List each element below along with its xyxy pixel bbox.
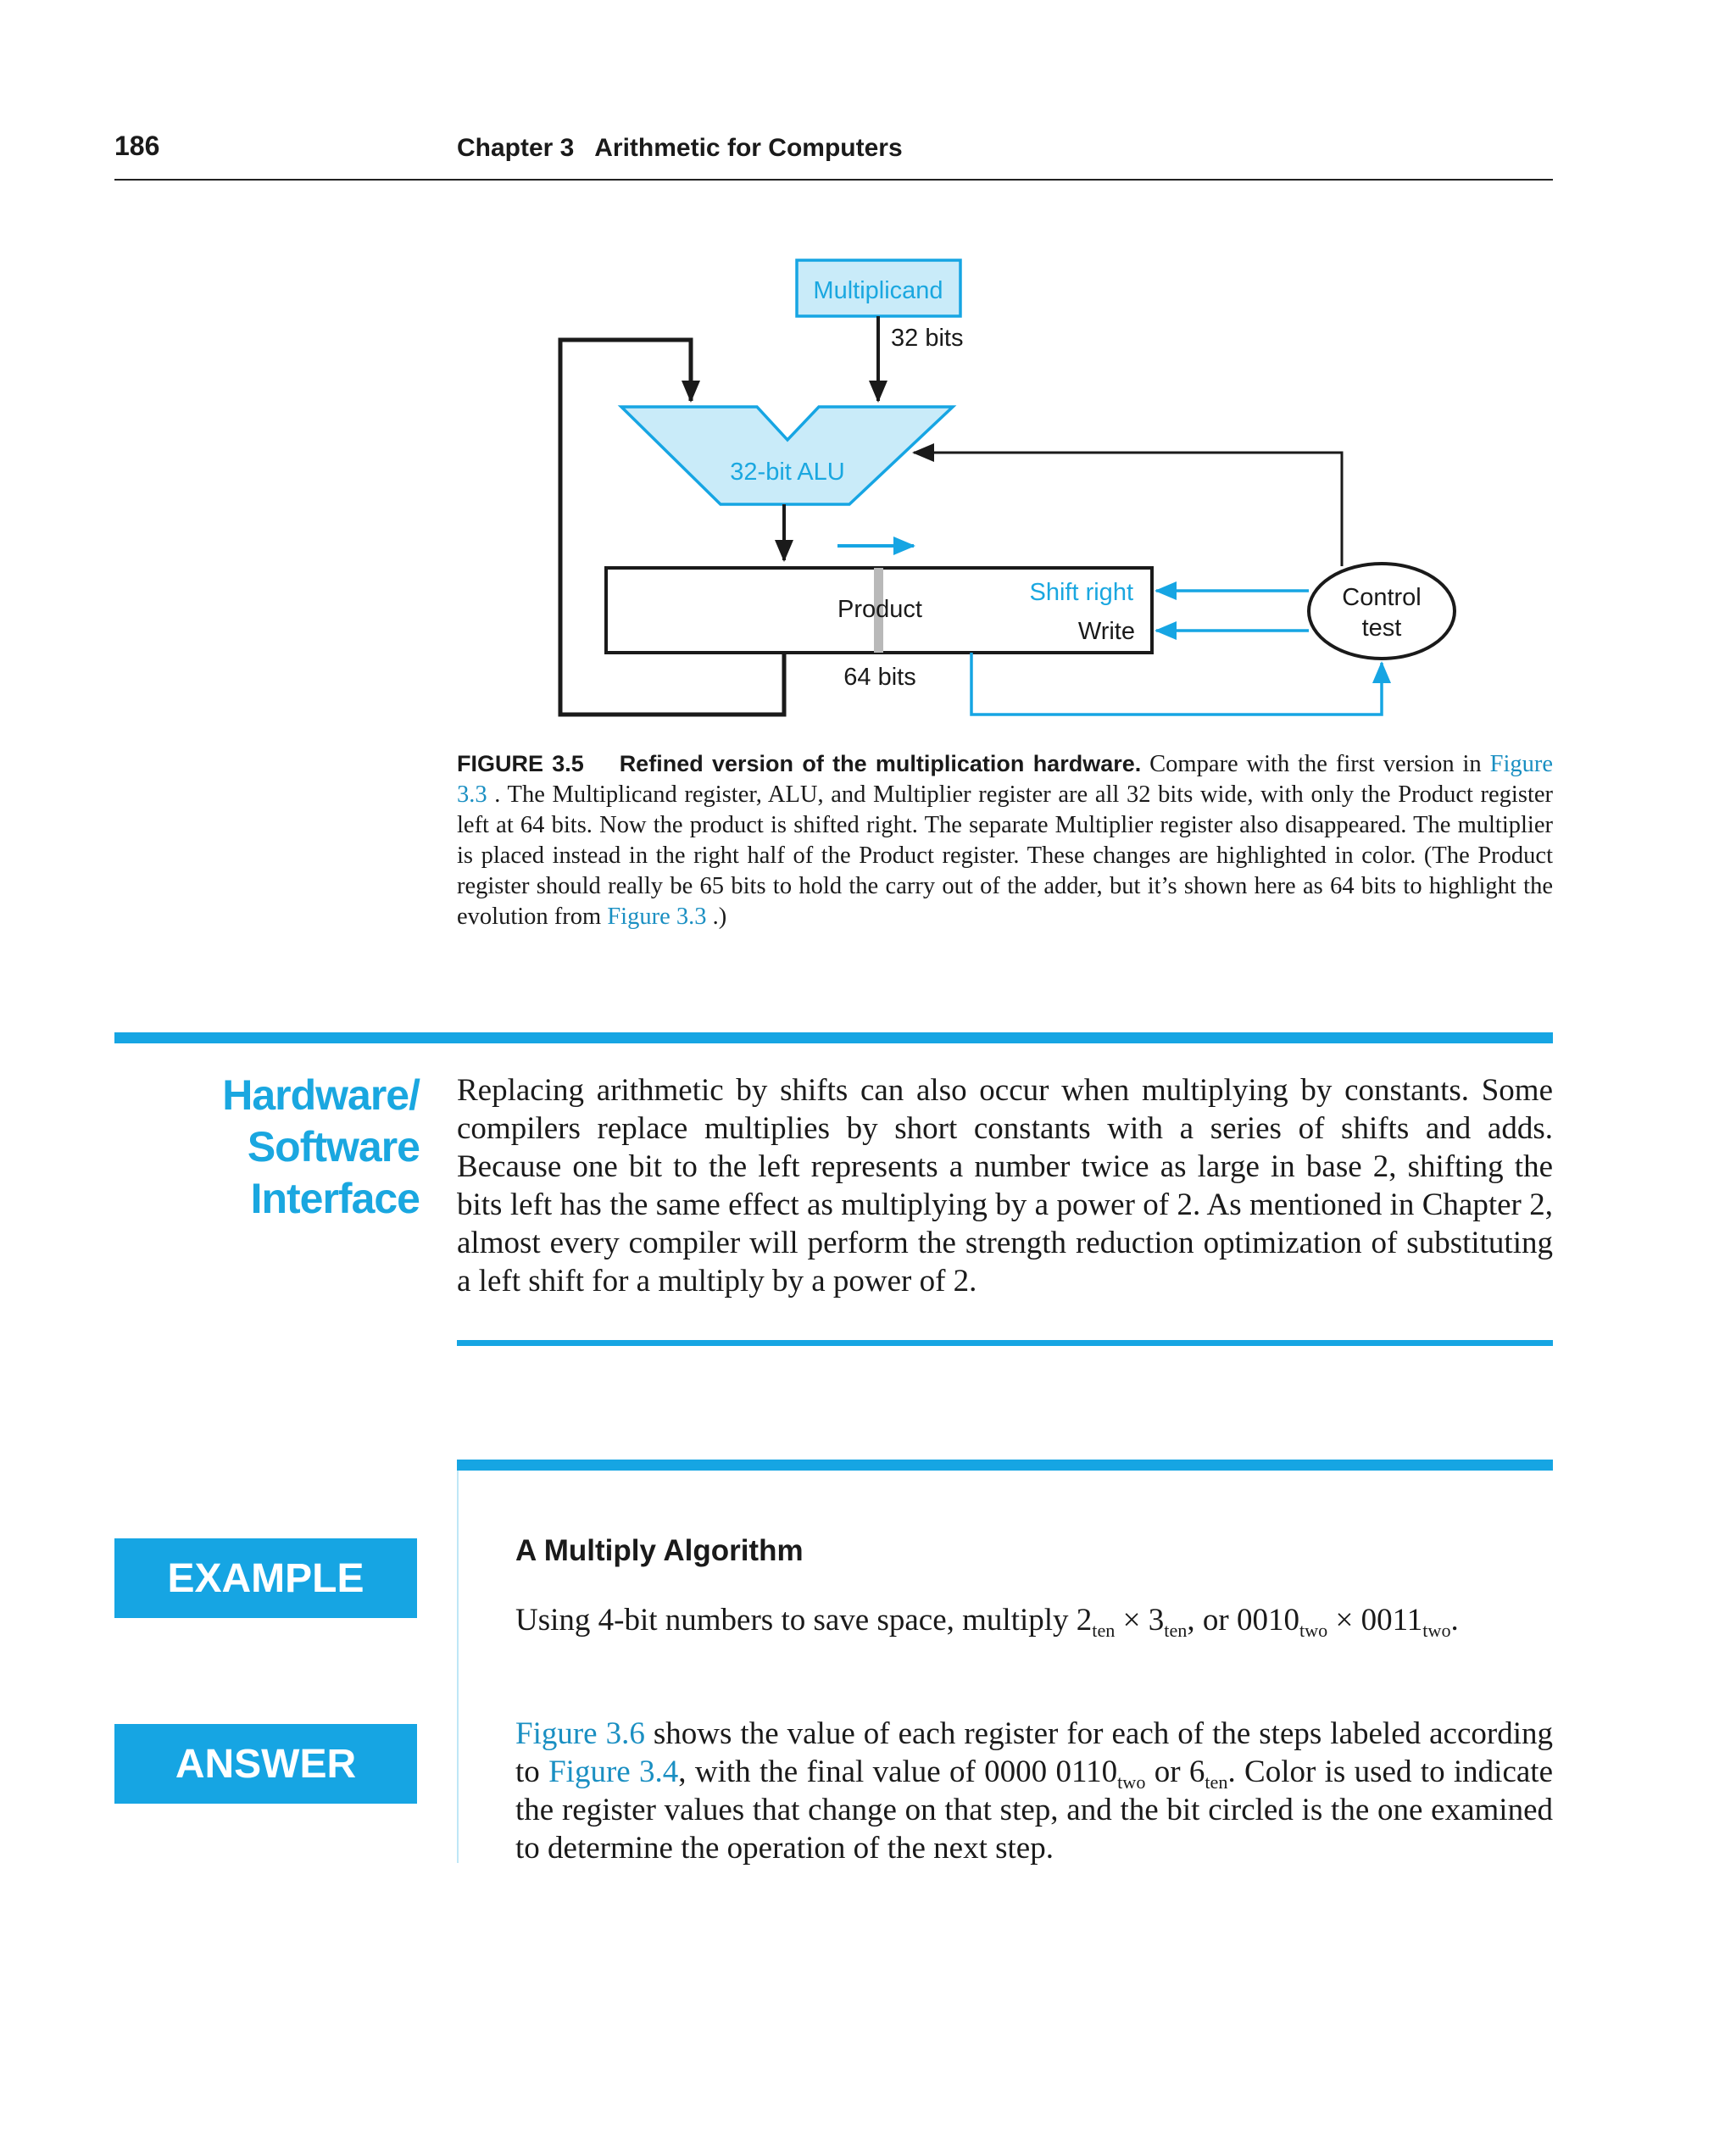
figure-3-6-link[interactable]: Figure 3.6 <box>515 1716 645 1751</box>
control-label-line2: test <box>1361 614 1402 642</box>
multiplicand-width-label: 32 bits <box>891 325 964 352</box>
alu <box>621 407 953 504</box>
subscript: ten <box>1205 1771 1228 1793</box>
example-body <box>515 1601 1553 1639</box>
subscript: two <box>1422 1619 1451 1641</box>
product-lsb-to-control-line <box>971 653 1382 715</box>
answer-tag: ANSWER <box>114 1724 417 1804</box>
answer-text: shows the value of each register for each of the steps labeled according to <box>515 1716 1553 1789</box>
product-register <box>606 568 1152 653</box>
product-label: Product <box>837 596 922 623</box>
answer-body <box>515 1715 1553 1867</box>
answer-text: , with the final value of 0000 0110 <box>678 1755 1118 1789</box>
hsi-heading-line: Hardware/ <box>222 1071 420 1119</box>
example-text: . <box>1450 1603 1459 1638</box>
example-title: A Multiply Algorithm <box>515 1534 804 1567</box>
multiplication-hardware-diagram <box>0 0 1736 746</box>
caption-text: .) <box>712 904 727 930</box>
subscript: two <box>1117 1771 1146 1793</box>
subscript: ten <box>1164 1619 1188 1641</box>
subscript: ten <box>1092 1619 1116 1641</box>
control-label-line1: Control <box>1342 584 1422 611</box>
caption-text: Compare with the first version in <box>1149 751 1490 777</box>
answer-text: . Color is used to indicate the register values that change on that step, and the bit circled is the one examined to determine the operation of the next step. <box>515 1755 1553 1866</box>
multiplicand-register <box>797 260 960 316</box>
hsi-top-bar <box>114 1032 1553 1043</box>
figure-3-3-link[interactable]: Figure 3.3 <box>607 904 707 930</box>
example-tag: EXAMPLE <box>114 1538 417 1618</box>
hsi-body: Replacing arithmetic by shifts can also occur when multiplying by constants. Some compilers replace multiplies by short constants with a series of shifts and adds. Because one bit to the left represents a number twice as large in base 2, shifting the bits left has the same effect as multiplying by a power of 2. As mentioned in Chapter 2, almost every compiler will perform the strength reduction optimization of substituting a left shift for a multiply by a power of 2. <box>457 1073 1553 1299</box>
product-width-label: 64 bits <box>843 664 916 691</box>
figure-title: Refined version of the multiplication hardware. <box>619 751 1142 776</box>
hsi-bottom-bar <box>457 1340 1553 1346</box>
subscript: two <box>1299 1619 1328 1641</box>
hsi-heading <box>114 1070 420 1225</box>
write-label: Write <box>1077 618 1135 645</box>
answer-text: or 6 <box>1145 1755 1205 1789</box>
hsi-heading-line: Interface <box>250 1175 420 1222</box>
control-test <box>1309 564 1455 659</box>
running-head: Chapter 3 Arithmetic for Computers <box>457 134 903 162</box>
figure-caption <box>457 748 1553 932</box>
figure-3-4-link[interactable]: Figure 3.4 <box>548 1755 679 1789</box>
caption-text: . The Multiplicand register, ALU, and Multiplier register are all 32 bits wide, with only the Product register left at 64 bits. Now the product is shifted right. The separate Multiplier register also disappeared. The multiplier is placed instead in the right half of the Product register. These changes are highlighted in color. (The Product register should really be 65 bits to hold the carry out of the adder, but it’s shown here as 64 bits to highlight the evolution from <box>457 781 1553 930</box>
example-text: Using 4-bit numbers to save space, multiply 2 <box>515 1603 1093 1638</box>
figure-3-3-link[interactable]: Figure 3.3 <box>457 751 1554 808</box>
example-text: × 0011 <box>1327 1603 1423 1638</box>
page-number: 186 <box>114 131 160 161</box>
shift-right-label: Shift right <box>1029 579 1133 606</box>
control-to-alu-line <box>914 453 1342 566</box>
multiplicand-label: Multiplicand <box>813 277 943 304</box>
example-text: , or 0010 <box>1187 1603 1299 1638</box>
alu-label: 32-bit ALU <box>730 459 845 486</box>
example-text: × 3 <box>1115 1603 1165 1638</box>
hsi-heading-line: Software <box>247 1123 420 1171</box>
figure-label: FIGURE 3.5 <box>457 751 584 776</box>
example-side-rule <box>457 1471 459 1863</box>
product-to-alu-feedback-line <box>560 340 784 715</box>
example-top-bar <box>457 1460 1553 1471</box>
